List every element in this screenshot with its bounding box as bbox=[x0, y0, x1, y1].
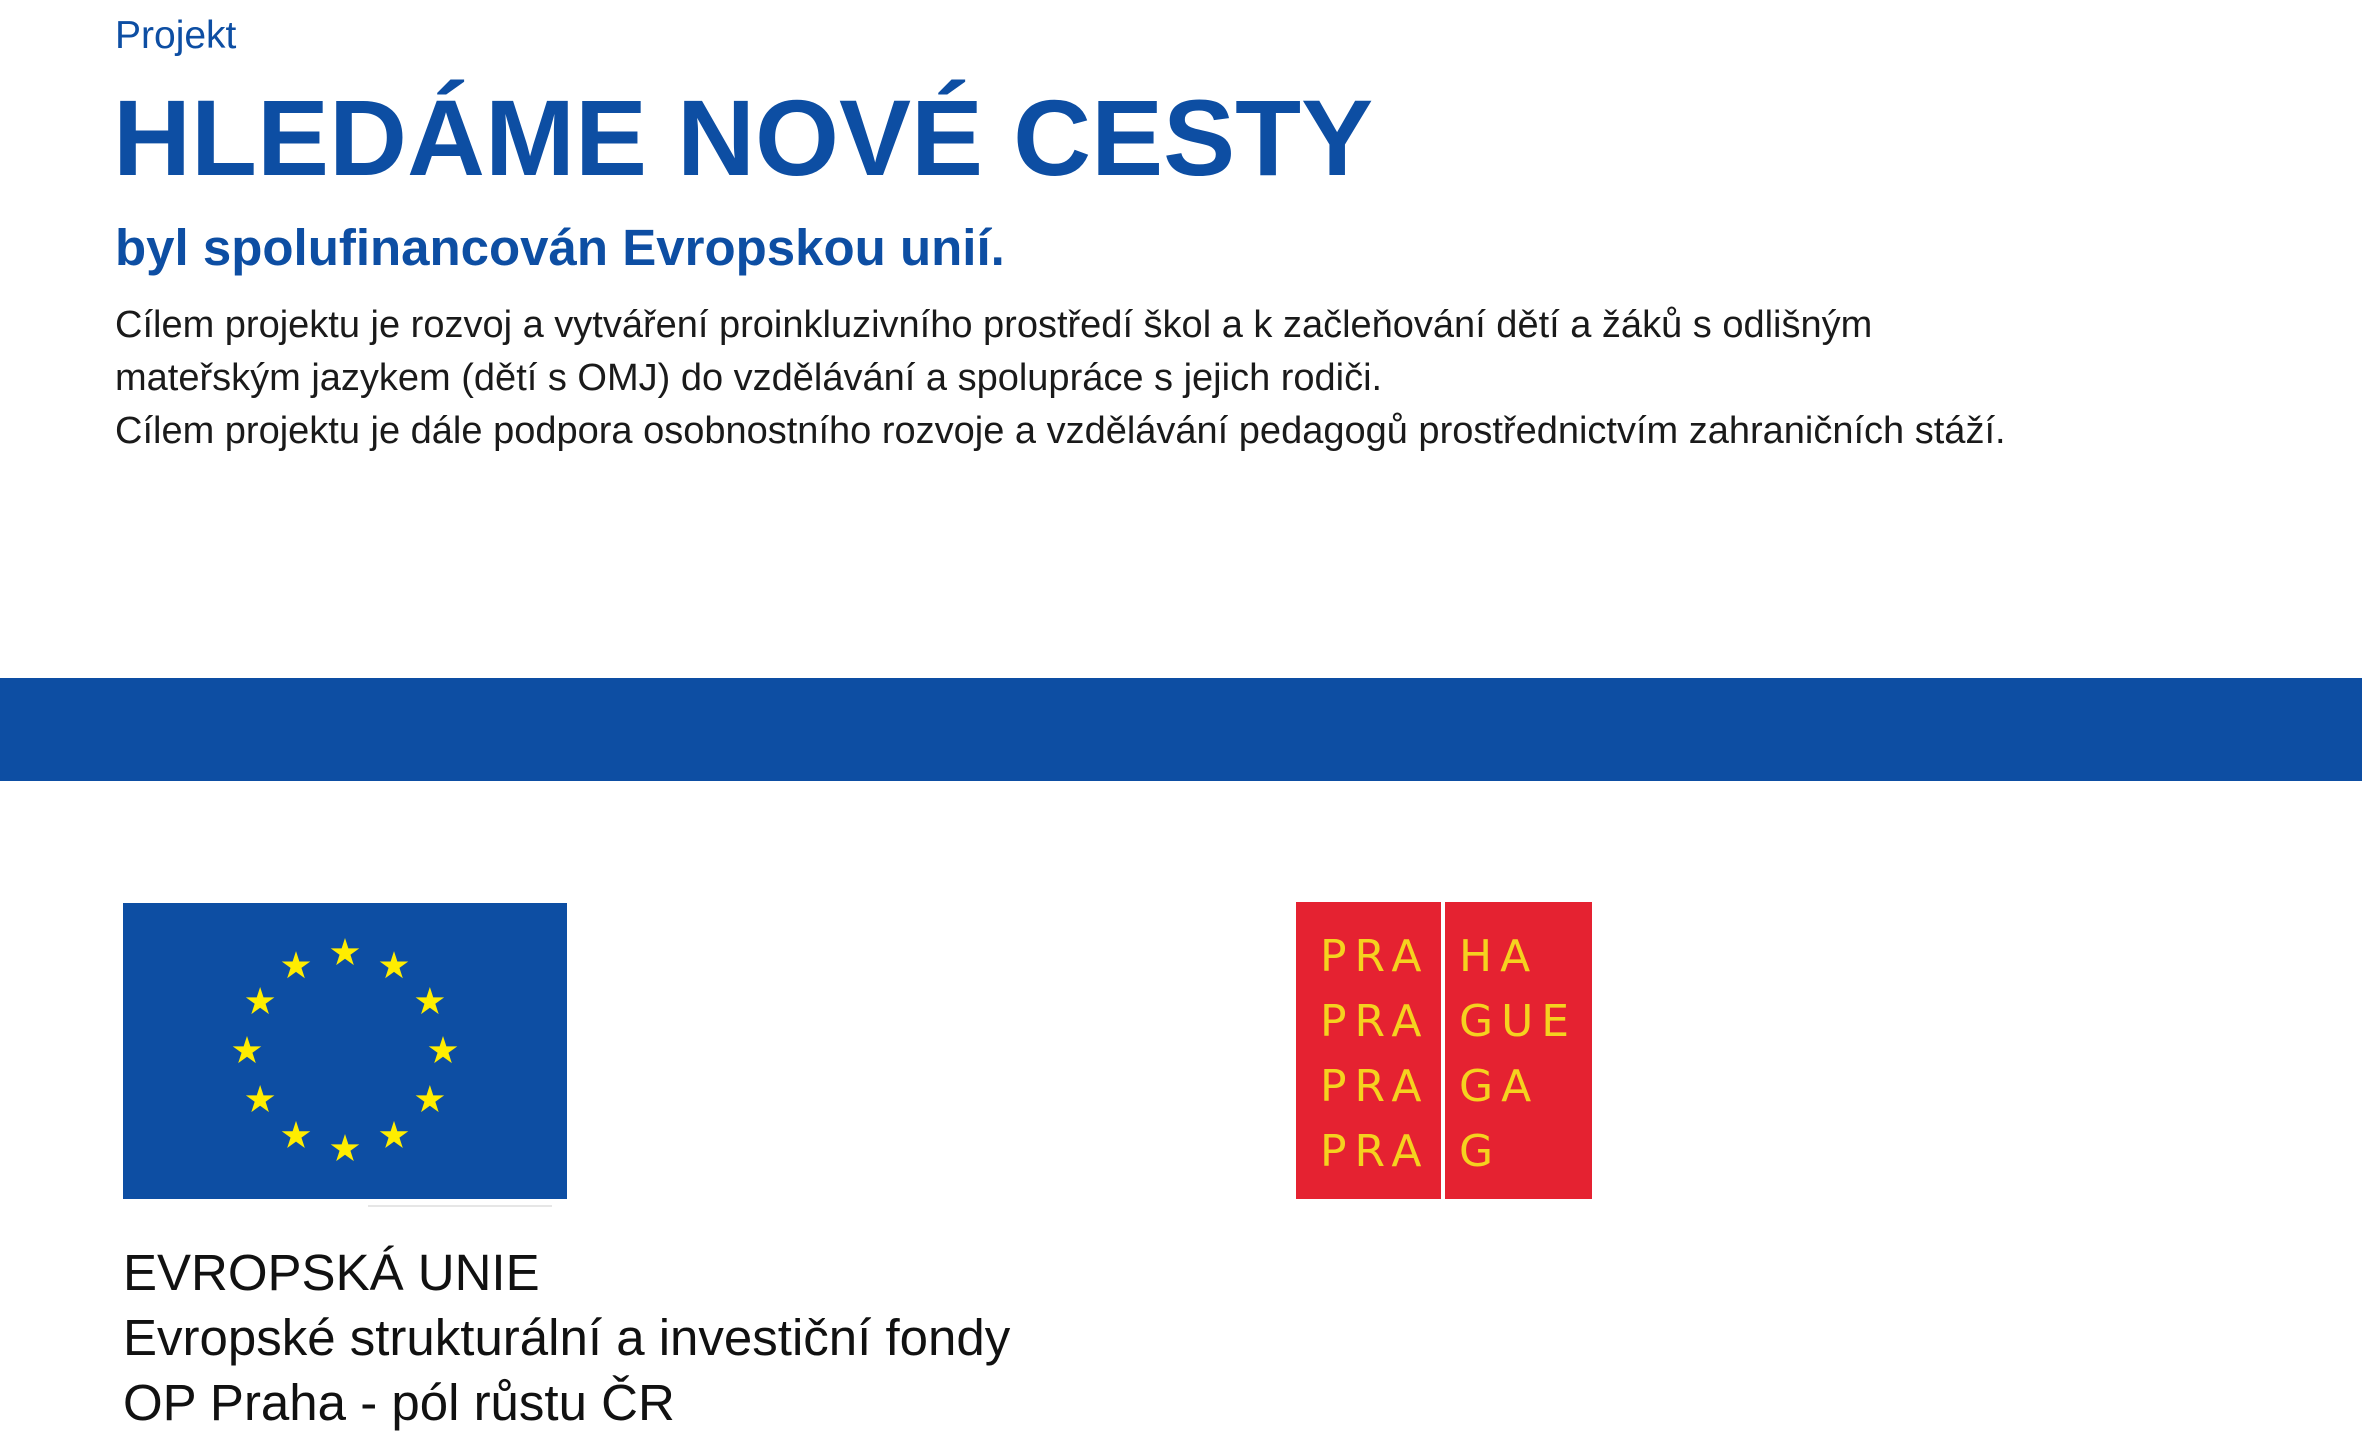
eu-star-icon bbox=[416, 987, 445, 1014]
eu-star-icon bbox=[246, 987, 275, 1014]
praha-logo-text: PRA bbox=[1320, 1126, 1430, 1177]
eu-star-icon bbox=[416, 1085, 445, 1112]
praha-logo-text: HA bbox=[1459, 931, 1539, 982]
praha-logo-text: PRA bbox=[1320, 931, 1430, 982]
eu-star-icon bbox=[380, 1121, 409, 1148]
eu-star-icon bbox=[282, 951, 311, 978]
eu-star-icon bbox=[331, 938, 360, 965]
eu-caption bbox=[123, 1240, 1010, 1435]
eu-flag-underline bbox=[368, 1205, 552, 1207]
eu-caption-line: OP Praha - pól růstu ČR bbox=[123, 1374, 675, 1431]
project-title: HLEDÁME NOVÉ CESTY bbox=[113, 77, 1374, 198]
eu-star-icon bbox=[429, 1036, 458, 1063]
praha-logo-right-column bbox=[1459, 924, 1577, 1184]
eu-star-icon bbox=[246, 1085, 275, 1112]
project-description bbox=[115, 299, 2315, 458]
project-label: Projekt bbox=[115, 14, 237, 57]
eu-caption-line: Evropské strukturální a investiční fondy bbox=[123, 1309, 1011, 1366]
blue-band bbox=[0, 678, 2362, 781]
praha-logo-left-column bbox=[1320, 924, 1429, 1184]
eu-star-icon bbox=[233, 1036, 262, 1063]
project-subtitle: byl spolufinancován Evropskou unií. bbox=[115, 219, 1005, 276]
eu-caption-line: EVROPSKÁ UNIE bbox=[123, 1244, 540, 1301]
praha-logo-text: PRA bbox=[1320, 1061, 1430, 1112]
eu-star-icon bbox=[380, 951, 409, 978]
praha-logo-divider bbox=[1441, 902, 1445, 1199]
eu-star-icon bbox=[331, 1134, 360, 1161]
eu-flag-icon bbox=[123, 903, 567, 1199]
praha-logo-text: GUE bbox=[1459, 996, 1578, 1047]
praha-logo-text: GA bbox=[1459, 1061, 1540, 1112]
praha-logo bbox=[1296, 902, 1592, 1199]
description-line: Cílem projektu je dále podpora osobnostního rozvoje a vzdělávání pedagogů prostřednictvím zahraničních stáží. bbox=[115, 410, 2006, 452]
description-line: mateřským jazykem (dětí s OMJ) do vzdělávání a spolupráce s jejich rodiči. bbox=[115, 357, 1383, 399]
description-line: Cílem projektu je rozvoj a vytváření proinkluzivního prostředí škol a k začleňování dětí a žáků s odlišným bbox=[115, 304, 1873, 346]
praha-logo-text: PRA bbox=[1320, 996, 1430, 1047]
praha-logo-text: G bbox=[1459, 1126, 1502, 1177]
eu-star-icon bbox=[282, 1121, 311, 1148]
